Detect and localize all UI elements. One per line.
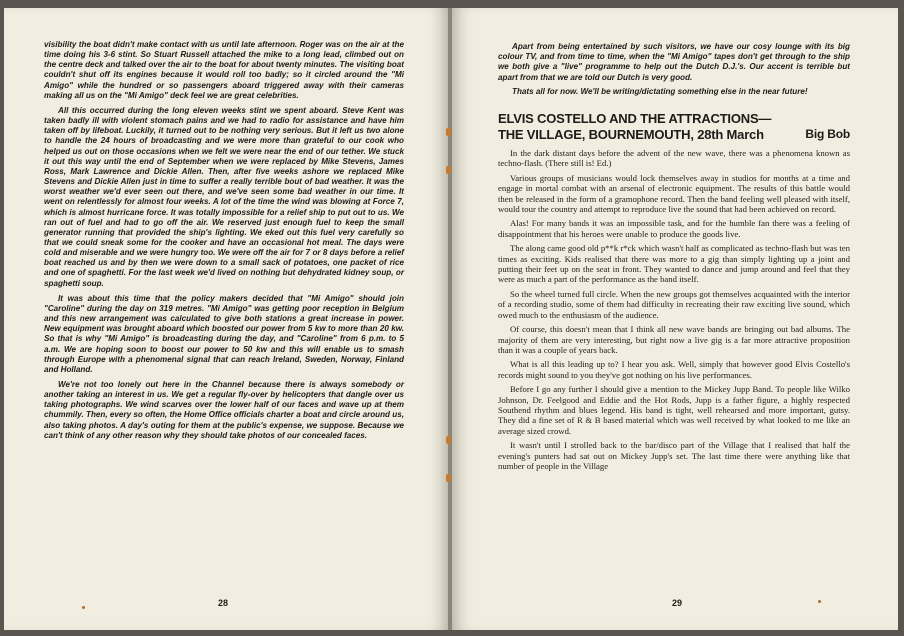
left-paragraph: visibility the boat didn't make contact with us until late afternoon. Roger was on the air at the time doing his 3-6 stint. So Stuart Russell attached the mike to a long lead, climbed out on the centre deck and talked over the air to the boat for about twenty minutes. The visiting boat couldn't shut off its engines because it would roll too badly; so it circled around the "Mi Amigo" while the hundred or so passengers aboard triggered away with their cameras making all us on the "Mi Amigo" deck feel we are great celebrities.: [44, 40, 404, 100]
article-headline: [498, 111, 850, 142]
article-paragraph: Various groups of musicians would lock themselves away in studios for months at a time and engage in mortal combat with an arsenal of electronic equipment. The results of this battle would then be released in the form of a gramophone record. Then the band feeling well pleased with itself, would tour the country and attempt to reproduce live the sound that had been achieved on record.: [498, 172, 850, 215]
staple-mark: [446, 166, 451, 174]
article-paragraph: Alas! For many bands it was an impossible task, and for the humble fan there was a feeling of disappointment that his heroes were unable to produce the goods live.: [498, 218, 850, 239]
byline: Big Bob: [805, 126, 850, 141]
headline-line-2: THE VILLAGE, BOURNEMOUTH, 28th March: [498, 126, 764, 142]
staple-mark: [446, 128, 451, 136]
article-paragraph: It wasn't until I strolled back to the bar/disco part of the Village that I realised that half the evening's punters had sat out on Mickey Jupp's set. The last time there were anything like that number of people in the Village: [498, 440, 850, 471]
intro-paragraph: Apart from being entertained by such visitors, we have our cosy lounge with its big colour TV, and from time to time, when the "Mi Amigo" tapes don't get through to the ship we both give a "live" programme to help out the Dutch D.J.'s. Our accent is terrible but apart from that we are told our Dutch is very good.: [498, 42, 850, 82]
article-paragraph: Of course, this doesn't mean that I think all new wave bands are bringing out bad albums. The majority of them are very interesting, but right now a live gig is a far more attractive proposition than it was a couple of years back.: [498, 324, 850, 355]
article-paragraph: The along came good old p**k r*ck which wasn't half as complicated as techno-flash but was ten times as exciting. Kids realised that there was more to a gig than simply lighting up a joint and putting their feet up on the seat in front. They wanted to dance and jump around and feel that they were as much a part of the performance as the band itself.: [498, 243, 850, 285]
left-page-text-column: [44, 40, 404, 446]
article-body: [498, 148, 850, 471]
intro-paragraph: Thats all for now. We'll be writing/dictating something else in the near future!: [512, 86, 808, 96]
left-paragraph: All this occurred during the long eleven weeks stint we spent aboard. Steve Kent was taken badly ill with violent stomach pains and we had to radio for assistance and have him taken off by lifeboat. Luckily, it turned out to be nothing very serious. But it left us two alone to handle the 24 hours of broadcasting and we were more than grateful to our cook who helped us out on those occasions when we felt we were near the end of our tether. We stuck it out this way until the end of September when we were replaced by Mike Stevens, James Ross, Mark Lawrence and Dickie Allen. Then, after five weeks ashore we replaced Mike Stevens and Dickie Allen just in time to suffer a really terrible bout of bad weather. It was the worst weather we'd ever seen out there, and we've seen some bad weather in our time. It went on relentlessly for almost four weeks. A lot of the time the wind was blowing at Force 7, which is almost hurricane force. It was totally impossible for a relief ship to put out to us. We ran out of fuel and had to go off the air. We reserved just enough fuel to keep the small generator running that provided the ship's lighting. We eked out this fuel very carefully so that we could sneak some for the cooker and have an occasional hot meal. The days were cold and miserable and we were hungry too. We were off the air for 7 or 8 days before a relief boat reached us and by then we were down to a small sack of potatoes, one packet of rice and one of spaghetti. For the last week we'd lived on nothing but dehydrated kidney soup, or spaghetti soup.: [44, 105, 404, 288]
article-paragraph: So the wheel turned full circle. When the new groups got themselves acquainted with the interior of a recording studio, some of them had difficulty in recreating their raw exciting live sound, which owed much to the enthusiasm of the audience.: [498, 288, 850, 320]
staple-mark: [446, 436, 451, 444]
article-intro: [498, 42, 850, 97]
article-paragraph: What is all this leading up to? I hear you ask. Well, simply that however good Elvis Costello's records might sound to you they've got nothing on his live performances.: [498, 359, 850, 380]
article-paragraph: In the dark distant days before the advent of the new wave, there was a phenomena known as techno-flash. (There still is! Ed.): [498, 148, 850, 169]
page-number-right: 29: [672, 598, 683, 608]
article-paragraph: Before I go any further I should give a mention to the Mickey Jupp Band. To people like Wilko Johnson, Dr. Feelgood and Eddie and the Hot Rods, Jupp is a father figure, a highly respected Southend rhythm and blues legend. His band is tight, well rehearsed and more important, gutsy. They did a fine set of R & B based material which was well received by what looked to me like an average sized crowd.: [498, 384, 850, 436]
page-number-left: 28: [218, 598, 229, 608]
left-paragraph: It was about this time that the policy makers decided that "Mi Amigo" should join "Caroline" during the day on 319 metres. "Mi Amigo" was getting poor reception in Belgium and this new arrangement was calculated to give both stations a great increase in power. New equipment was brought aboard which boosted our power from 5 kw to more than 20 kw. So that is why "Mi Amigo" is broadcasting during the day, and "Caroline" from 6 p.m. to 5 a.m. We are hoping soon to boost our power to 50 kw and this will enable us to smash through Europe with a phenomenal signal that can reach Ireland, Sweden, Norway, Finland and Holland.: [44, 293, 404, 374]
headline-line-1: ELVIS COSTELLO AND THE ATTRACTIONS—: [498, 111, 772, 127]
left-paragraph: We're not too lonely out here in the Channel because there is always somebody or another taking an interest in us. We get a regular fly-over by helicopters that dangle over us taking photographs. We wind scarves over the lower half of our faces and wave up at them chummily. Then, every so often, the Home Office officials charter a boat and circle around us, also taking photos. A day's outing for them at the public's expense, we suppose. Because we can't think of any other reason why they should take photos of our concealed faces.: [44, 380, 404, 440]
left-page: [4, 8, 448, 630]
paper-blemish: [82, 606, 85, 609]
right-page-text-column: [498, 42, 850, 475]
staple-mark: [446, 474, 451, 482]
right-page: [452, 8, 898, 630]
paper-blemish: [818, 600, 821, 603]
